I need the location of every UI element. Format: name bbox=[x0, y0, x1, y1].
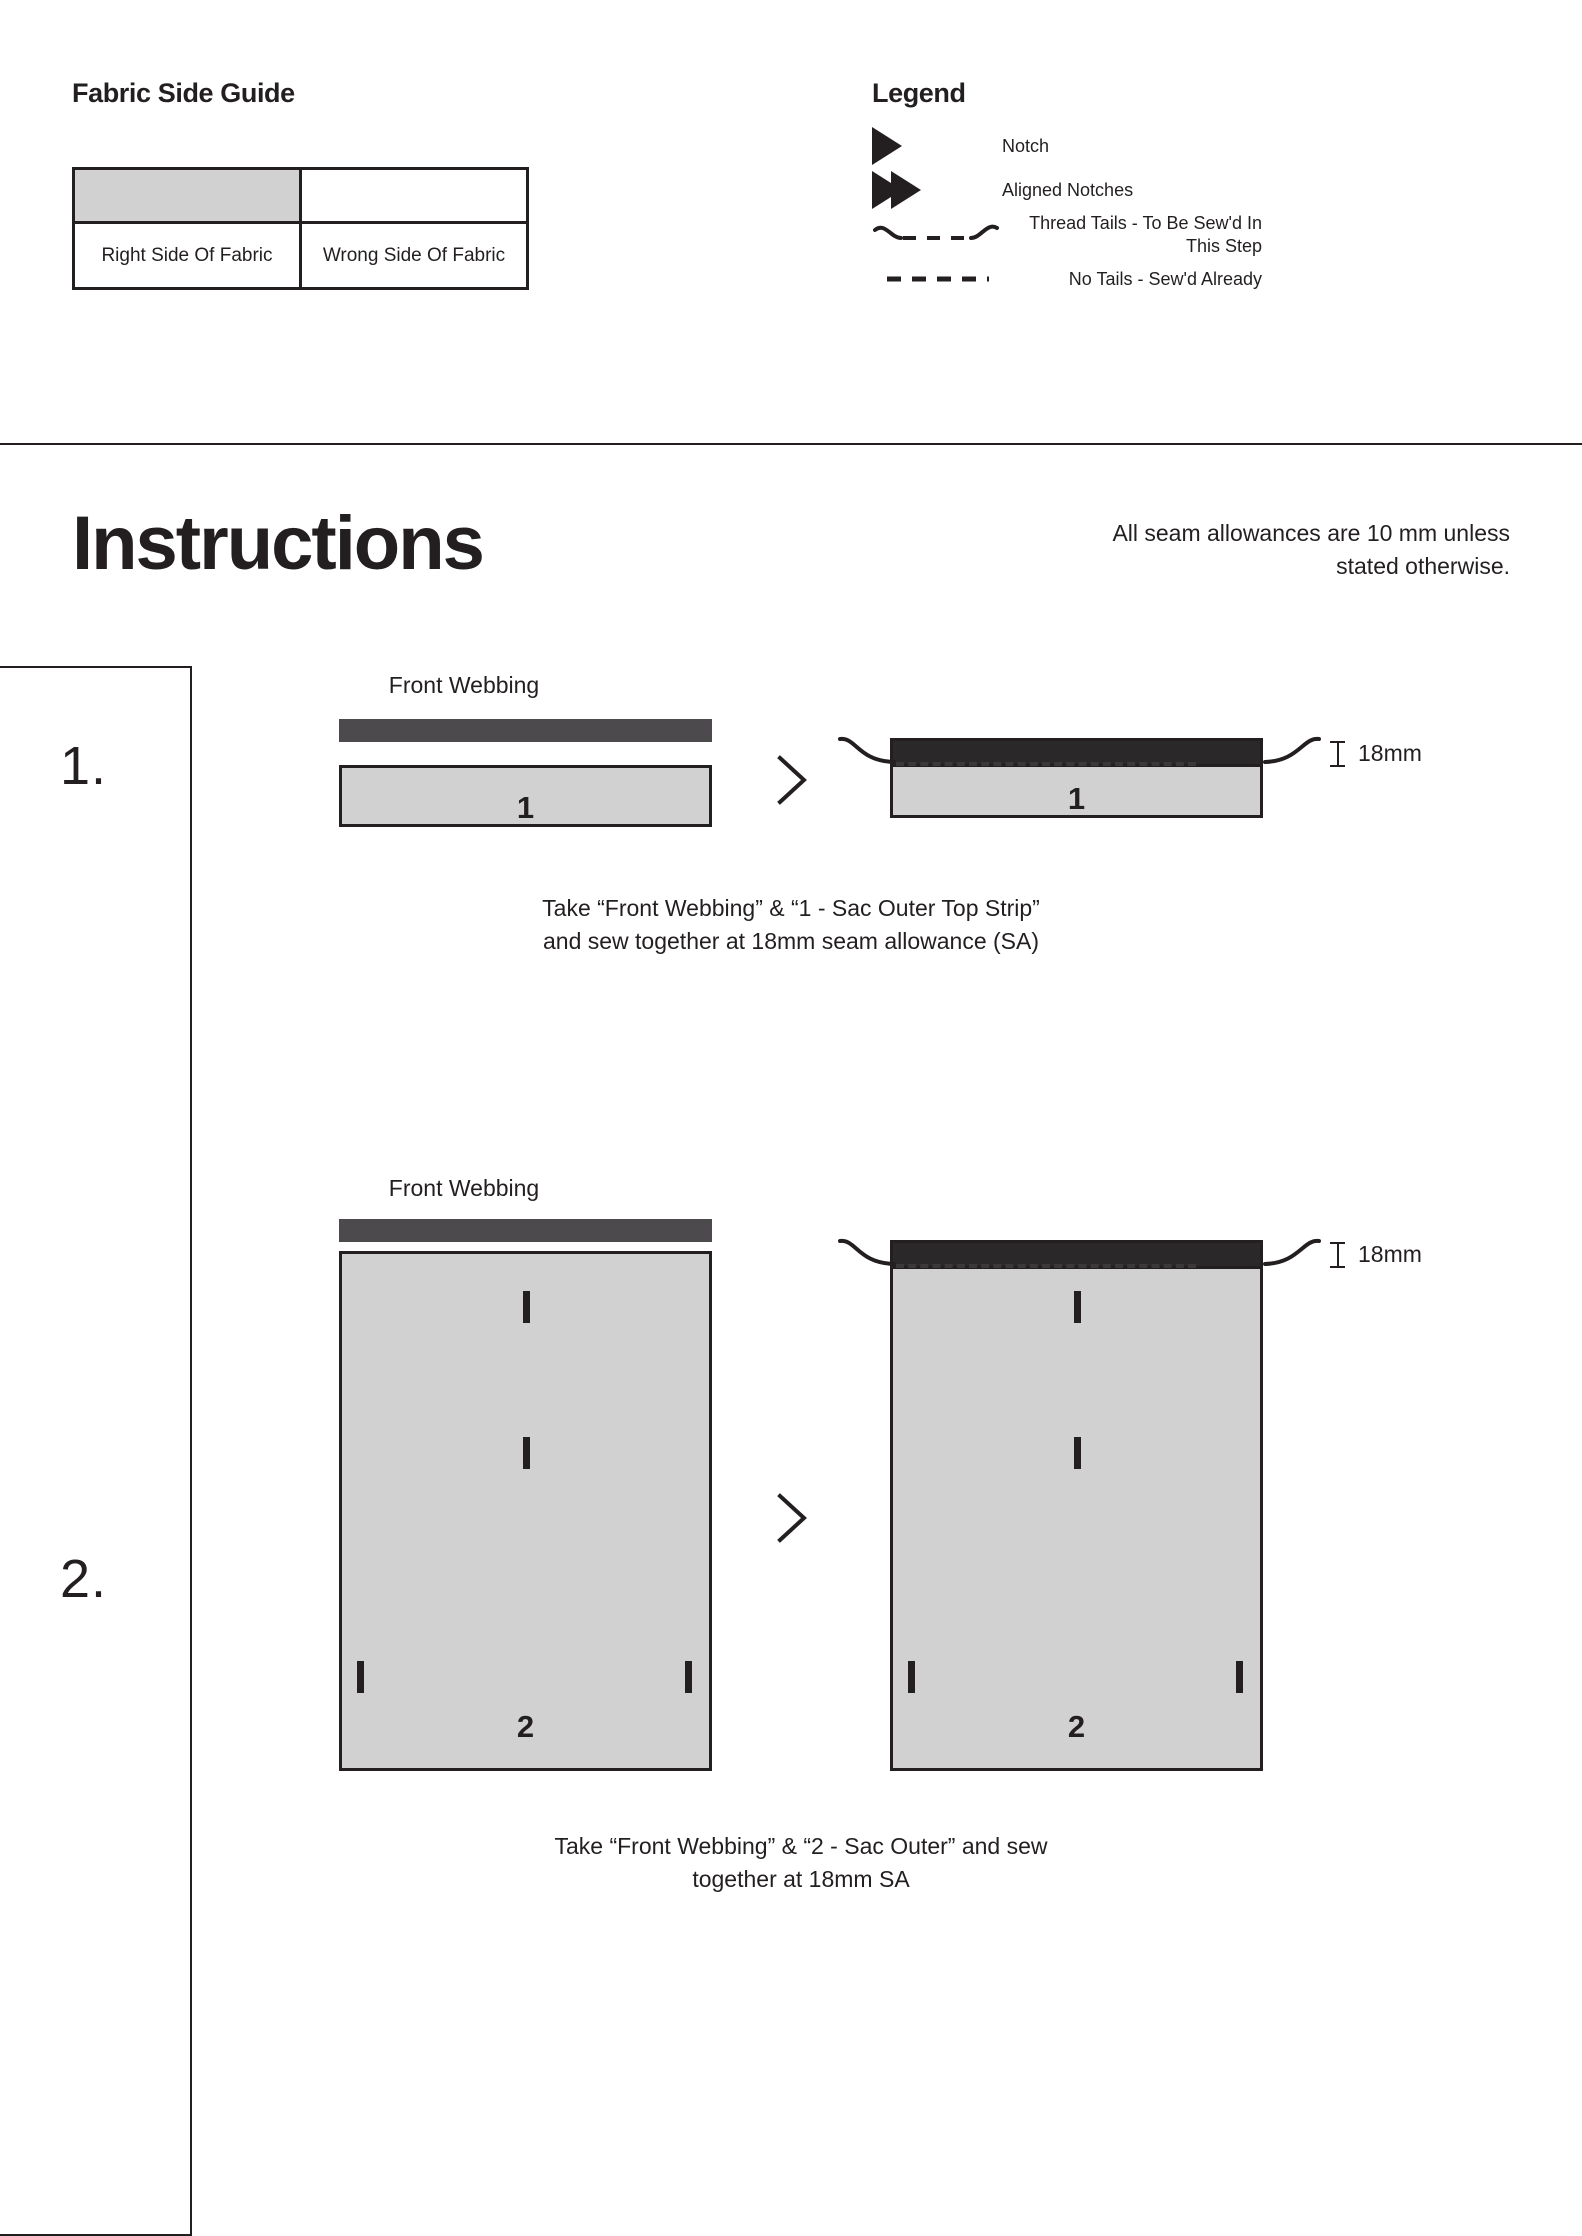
step-1-assembly bbox=[890, 738, 1263, 818]
step-2-chevron-icon bbox=[772, 1490, 812, 1546]
step-2-caption: Take “Front Webbing” & “2 - Sac Outer” and sew together at 18mm SA bbox=[554, 1833, 1048, 1893]
aligned-notches-icon bbox=[872, 171, 1002, 209]
legend-item-no-tails bbox=[872, 257, 1352, 301]
step-2-sewn-piece: 2 bbox=[890, 1266, 1263, 1771]
reference-band bbox=[0, 0, 1582, 443]
step-1-thread-tail-right bbox=[1263, 735, 1323, 771]
legend-item-thread-tails bbox=[872, 212, 1352, 257]
step-2-front-webbing-strip bbox=[339, 1219, 712, 1242]
step-2-piece-2: 2 bbox=[339, 1251, 712, 1771]
step-1-front-webbing-strip bbox=[339, 719, 712, 742]
legend-items bbox=[872, 124, 1352, 301]
dashed-line-icon bbox=[872, 273, 1002, 285]
step-2-assembly bbox=[890, 1240, 1263, 1771]
measurement-ibeam-icon bbox=[1330, 1242, 1345, 1268]
wrong-side-swatch bbox=[301, 169, 528, 223]
step-number-1: 1. bbox=[60, 736, 108, 796]
step-2-sewn-webbing bbox=[890, 1240, 1263, 1266]
fabric-label-row bbox=[74, 223, 528, 289]
step-2-thread-tail-right bbox=[1263, 1237, 1323, 1273]
fabric-side-guide-title: Fabric Side Guide bbox=[72, 78, 295, 108]
seam-allowance-note: All seam allowances are 10 mm unless stated otherwise. bbox=[1112, 520, 1510, 580]
step-1-measurement bbox=[1330, 740, 1422, 767]
step-2-stitch-line bbox=[896, 1264, 1196, 1268]
notch-top-center bbox=[1074, 1291, 1081, 1323]
step-1-sewn-piece: 1 bbox=[890, 764, 1263, 818]
notch-bottom-right bbox=[1236, 1661, 1243, 1693]
page-title: Instructions bbox=[72, 501, 483, 586]
measurement-ibeam-icon bbox=[1330, 741, 1345, 767]
instructions-header bbox=[0, 443, 1582, 658]
step-number-2: 2. bbox=[60, 1549, 108, 1609]
legend-item-notch bbox=[872, 124, 1352, 168]
legend-label-notch: Notch bbox=[1002, 135, 1050, 156]
step-1-thread-tail-left bbox=[838, 735, 898, 771]
notch-top-center bbox=[523, 1291, 530, 1323]
notch-mid-center bbox=[523, 1437, 530, 1469]
notch-bottom-left bbox=[357, 1661, 364, 1693]
step-2-thread-tail-left bbox=[838, 1237, 898, 1273]
step-rail bbox=[0, 666, 192, 2236]
notch-mid-center bbox=[1074, 1437, 1081, 1469]
wrong-side-label: Wrong Side Of Fabric bbox=[301, 223, 528, 289]
step-1-chevron-icon bbox=[772, 752, 812, 808]
legend-label-aligned-notches: Aligned Notches bbox=[1002, 179, 1134, 200]
right-side-swatch bbox=[74, 169, 301, 223]
step-2-measurement-value: 18mm bbox=[1358, 1241, 1422, 1267]
right-side-label: Right Side Of Fabric bbox=[74, 223, 301, 289]
step-2-measurement bbox=[1330, 1241, 1422, 1268]
legend-title: Legend bbox=[872, 78, 966, 108]
wavy-dashed-line-icon bbox=[872, 220, 1002, 250]
fabric-side-guide-table bbox=[72, 167, 529, 290]
notch-triangle-icon bbox=[872, 127, 1002, 165]
step-2-webbing-label: Front Webbing bbox=[388, 1175, 540, 1201]
step-1-measurement-value: 18mm bbox=[1358, 740, 1422, 766]
step-1-piece-1: 1 bbox=[339, 765, 712, 827]
step-1-caption: Take “Front Webbing” & “1 - Sac Outer Top Strip” and sew together at 18mm seam allowance (SA) bbox=[542, 895, 1040, 955]
step-1-webbing-label: Front Webbing bbox=[388, 672, 540, 698]
step-1-sewn-webbing bbox=[890, 738, 1263, 764]
notch-bottom-left bbox=[908, 1661, 915, 1693]
legend-label-no-tails: No Tails - Sew'd Already bbox=[1068, 268, 1262, 289]
legend-label-thread-tails: Thread Tails - To Be Sew'd In This Step bbox=[1029, 213, 1262, 256]
step-1-stitch-line bbox=[896, 762, 1196, 766]
notch-bottom-right bbox=[685, 1661, 692, 1693]
fabric-swatch-row bbox=[74, 169, 528, 223]
legend-item-aligned-notches bbox=[872, 168, 1352, 212]
